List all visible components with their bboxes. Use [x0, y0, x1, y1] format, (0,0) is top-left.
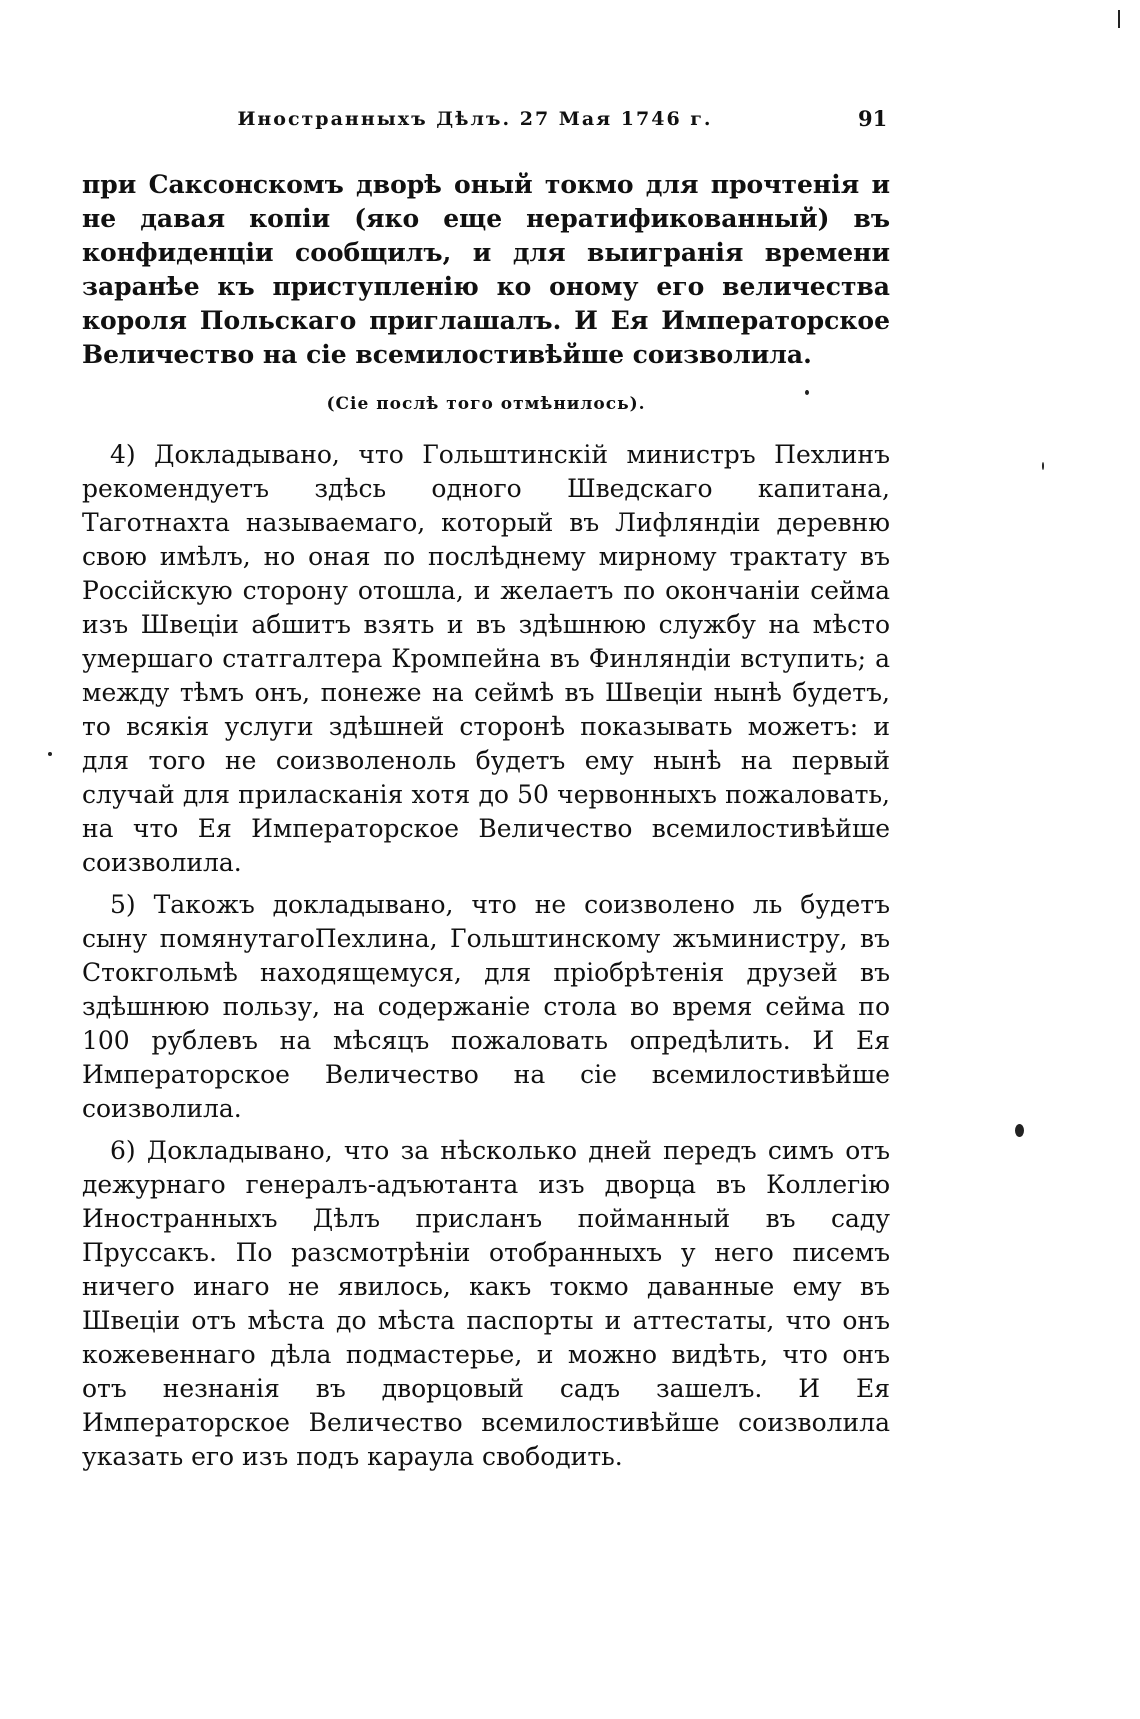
page-body — [82, 168, 890, 1474]
page-number: 91 — [858, 106, 888, 131]
scan-speck — [805, 390, 809, 395]
paragraph-item-6: 6) Докладывано, что за нѣсколько дней передъ симъ отъ дежурнаго генералъ-адъютанта изъ дворца въ Коллегію Иностранныхъ Дѣлъ присланъ пойманный въ саду Пруссакъ. По разсмотрѣніи отобранныхъ у него писемъ ничего инаго не явилось, какъ токмо даванные ему въ Швеціи отъ мѣста до мѣста паспорты и аттестаты, что онъ кожевеннаго дѣла подмастерье, и можно видѣть, что онъ отъ незнанія въ дворцовый садъ зашелъ. И Ея Императорское Величество всемилостивѣйше соизволила указать его изъ подъ караула свободить. — [82, 1136, 890, 1471]
running-head: Иностранныхъ Дѣлъ. 27 Мая 1746 г. — [237, 108, 713, 130]
paragraph-item-5: 5) Такожъ докладывано, что не соизволено ль будетъ сыну помянутагоПехлина, Гольштинскому жъминистру, въ Стокгольмѣ находящемуся, для пріобрѣтенія друзей въ здѣшнюю пользу, на содержаніе стола во время сейма по 100 рублевъ на мѣсяцъ пожаловать опредѣлить. И Ея Императорское Величество на сіе всемилостивѣйше соизволила. — [82, 890, 890, 1123]
paragraph-gap — [82, 1126, 890, 1134]
scan-speck — [1118, 10, 1120, 28]
editorial-note: (Сіе послѣ того отмѣнилось). — [326, 394, 646, 414]
scan-speck — [1042, 462, 1044, 470]
paragraph-continuation: при Саксонскомъ дворѣ оный токмо для прочтенія и не давая копіи (яко еще нератификованный) въ конфиденціи сообщилъ, и для выигранія времени заранѣе къ приступленію ко оному его величества короля Польскаго приглашалъ. И Ея Императорское Величество на сіе всемилостивѣйше соизволила. — [82, 170, 890, 369]
scan-speck — [48, 752, 52, 756]
paragraph-item-4: 4) Докладывано, что Гольштинскій министръ Пехлинъ рекомендуетъ здѣсь одного Шведскаго капитана, Таготнахта называемаго, который въ Лифляндіи деревню свою имѣлъ, но оная по послѣднему мирному трактату въ Россійскую сторону отошла, и желаетъ по окончаніи сейма изъ Швеціи абшитъ взять и въ здѣшнюю службу на мѣсто умершаго статгалтера Кромпейна въ Финляндіи вступить; а между тѣмъ онъ, понеже на сеймѣ въ Швеціи нынѣ будетъ, то всякія услуги здѣшней сторонѣ показывать можетъ: и для того не соизволеноль будетъ ему нынѣ на первый случай для приласканія хотя до 50 червонныхъ пожаловать, на что Ея Императорское Величество всемилостивѣйше соизволила. — [82, 440, 890, 877]
paragraph-gap — [82, 880, 890, 888]
scan-speck — [1015, 1124, 1024, 1137]
